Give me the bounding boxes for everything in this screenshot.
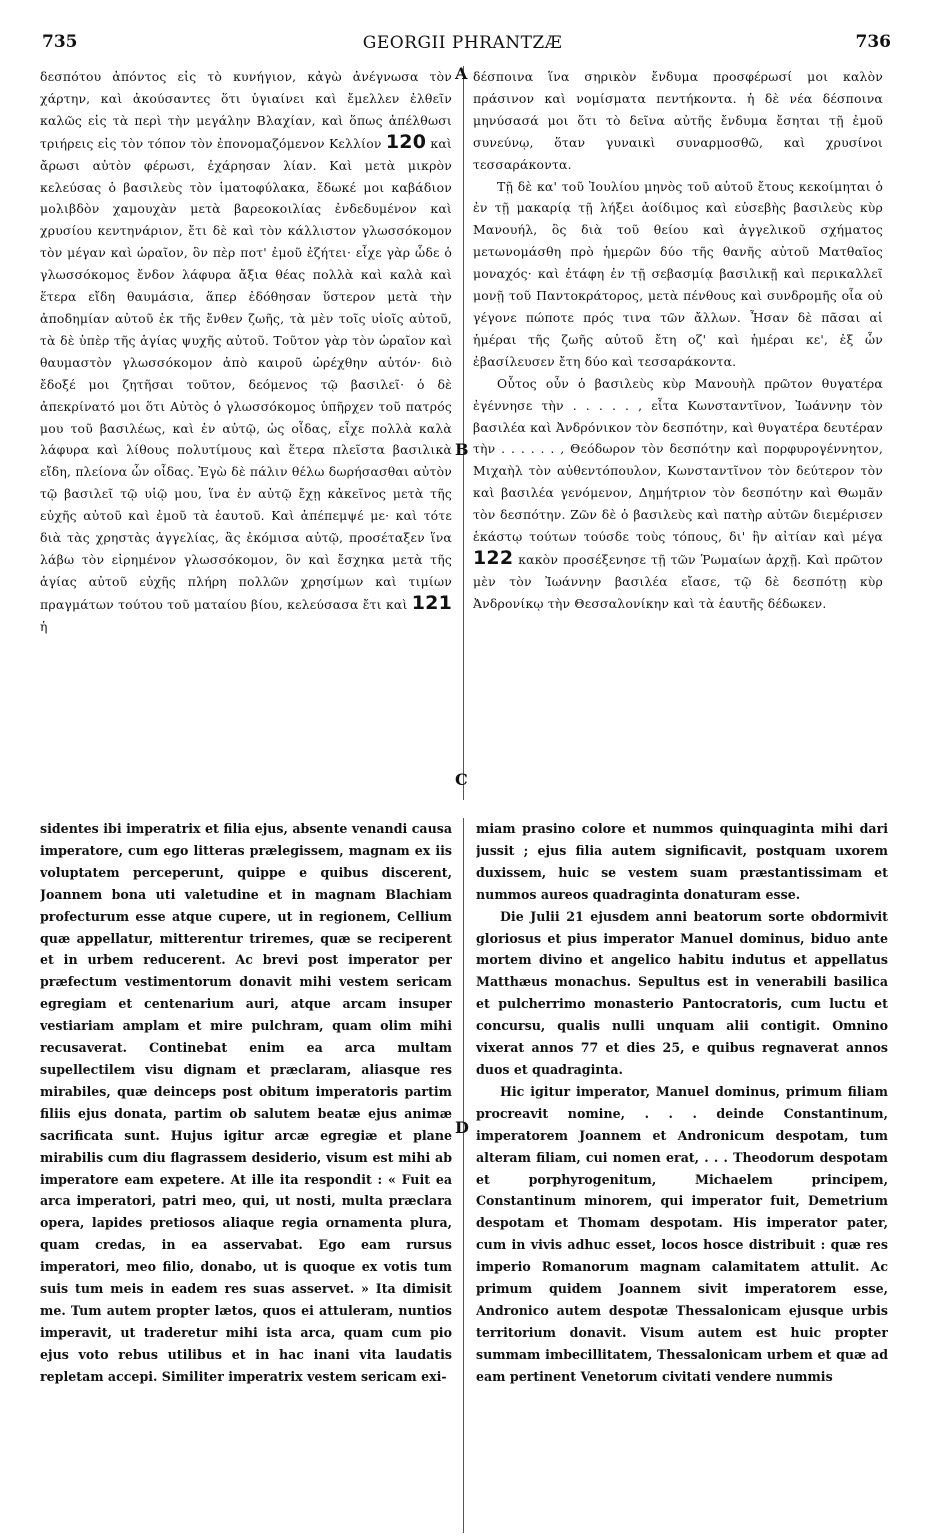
greek-right-paragraph-1: δέσποινα ἵνα σηρικὸν ἔνδυμα προσφέρωσί μοι καλὸν πράσινον καὶ νομίσματα πεντήκοντα. ἡ δὲ νέα δέσποινα μηνύσασά μοι ὅτι τὸ δεῖνα αὐτῆς ἔνδυμα ἔσηται τῇ ἐμοῦ συνεύνῳ, ὅταν γυναικὶ συναρμοσθῶ, καὶ χρυσίνοι τεσσαράκοντα. [473,69,883,172]
margin-marker-c: C [455,770,468,789]
latin-right-paragraph-3: Hic igitur imperator, Manuel dominus, primum filiam procreavit nomine, . . . deinde Constantinum, imperatorem Joannem et Andronicum despotam, tum alteram filiam, cui nomen erat, . . . Theodorum despotam et porphyrogenitum, Michaelem principem, Constantinum minorem, qui imperator fuit, Demetrium despotam et Thomam despotam. His imperator pater, cum in vivis adhuc esset, locos hosce distribuit : quæ res imperio Romanorum magnam calamitatem attulit. Ac primum quidem Joannem sivit imperatorem esse, Andronico autem despotæ Thessalonicam ejusque urbis territorium donavit. Visum autem est huic propter summam imbecillitatem, Thessalonicam urbem et quæ ad eam pertinent Venetorum civitati vendere nummis [476,1083,888,1384]
latin-right-paragraph-1: miam prasino colore et nummos quinquaginta mihi dari jussit ; ejus filia autem significavit, postquam uxorem duxissem, huic se vestem suam præstantissimam et nummos aureos quadraginta donaturam esse. [476,821,888,902]
column-divider-greek [463,66,464,800]
greek-column-right [473,66,883,800]
section-number: 122 [473,546,514,569]
latin-right-paragraph-2: Die Julii 21 ejusdem anni beatorum sorte obdormivit gloriosus et pius imperator Manuel dominus, biduo ante mortem divino et angelico habitu indutus et appellatus Matthæus monachus. Sepultus est in venerabili basilica et pulcherrimo monasterio Pantocratoris, cum luctu et concursu, qualis nulli unquam alii contigit. Omnino vixerat annos 77 et dies 25, e quibus regnaverat annos duos et quadraginta. [476,908,888,1077]
margin-marker-a: A [455,64,468,83]
column-divider-latin [463,818,464,1533]
greek-left-paragraph: δεσπότου ἀπόντος εἰς τὸ κυνήγιον, κἀγὼ ἀνέγνωσα τὸν χάρτην, καὶ ἀκούσαντες ὅτι ὑγιαίνει καὶ ἔμελλεν ἐλθεῖν καλῶς εἰς τὰ περὶ τὴν μεγάλην Βλαχίαν, καὶ ὅπως ἀπέλθωσι τριήρεις εἰς τὸν τόπον τὸν ἐπονομαζόμενον Κελλίον 120 καὶ ἄρωσι αὐτὸν φέρωσι, ἐχάρησαν λίαν. Καὶ μετὰ μικρὸν κελεύσας ὁ βασιλεὺς τὸν ἱματοφύλακα, ἔδωκέ μοι καβάδιον μολιβδὸν χαμουχὰν μετὰ βαρεοκοιλίας ἐνδεδυμένον καὶ χρυσίου κεντηνάριον, ἔτι δὲ καὶ τὸν κάλλιστον γλωσσόκομον τὸν μέγαν καὶ ὡραῖον, ὃν πὲρ ποτ' ἐμοῦ ἐζήτει· εἶχε γὰρ ὧδε ὁ γλωσσόκομος ἔνδον λάφυρα ἄξια θέας πολλὰ καὶ καλὰ καὶ ἕτερα εἴδη θαυμάσια, ἅπερ ἐδόθησαν ὕστερον μετὰ τὴν ἀποδημίαν αὐτοῦ ἐκ τῆς ἔνθεν ζωῆς, τὰ μὲν τοῖς υἱοῖς αὐτοῦ, τὰ δὲ ὑπὲρ τῆς ἁγίας ψυχῆς αὐτοῦ. Τοῦτον γὰρ τὸν ὡραῖον καὶ θαυμαστὸν γλωσσόκομον ἀπὸ καιροῦ ὠρέχθην αὐτόν· διὸ ἔδοξέ μοι ζητῆσαι τοῦτον, δεόμενος τῷ βασιλεῖ· ὁ δὲ ἀπεκρίνατό μοι ὅτι Αὐτὸς ὁ γλωσσόκομος ὑπῆρχεν τοῦ πατρός μου τοῦ βασιλέως, καὶ ἐν αὐτῷ, ὡς οἶδας, εἶχε πολλὰ καλὰ λάφυρα καὶ λίθους πολυτίμους καὶ ἕτερα πλεῖστα βασιλικὰ εἴδη, πλείονα ὧν οἶδας. Ἐγὼ δὲ πάλιν θέλω δωρήσασθαι αὐτὸν τῷ βασιλεῖ τῷ υἱῷ μου, ἵνα ἐν αὐτῷ ἔχῃ κἀκεῖνος μετὰ τῆς εὐχῆς αὐτοῦ καὶ ἐμοῦ τὰ ἑαυτοῦ. Καὶ ἀπέπεμψέ με· καὶ τότε διὰ τὰς χρηστὰς ἀγγελίας, ἃς ἐκόμισα αὐτῷ, προσέταξεν ἵνα λάβω τὸν εἰρημένον γλωσσόκομον, ὃν καὶ ἔσχηκα μετὰ τῆς ἁγίας αὐτοῦ εὐχῆς πλήρη πολλῶν χρησίμων καὶ τιμίων πραγμάτων τούτου τοῦ ματαίου βίου, κελεύσασα ἔτι καὶ 121 ἡ [40,69,452,634]
page-number-left: 735 [42,32,78,52]
latin-column-left [40,818,452,1533]
page-header [34,32,891,58]
section-number: 121 [411,591,452,614]
greek-right-paragraph-2: Τῇ δὲ κα' τοῦ Ἰουλίου μηνὸς τοῦ αὐτοῦ ἔτους κεκοίμηται ὁ ἐν τῇ μακαρίᾳ τῇ λήξει ἀοίδιμος καὶ εὐσεβὴς βασιλεὺς κὺρ Μανουήλ, ὃς διὰ τοῦ θείου καὶ ἀγγελικοῦ σχήματος μετωνομάσθη πρὸ ἡμερῶν δύο τῆς θανῆς αὐτοῦ Ματθαῖος μοναχός· καὶ ἐτάφη ἐν τῇ σεβασμίᾳ βασιλικῇ καὶ περικαλλεῖ μονῇ τοῦ Παντοκράτορος, μετὰ πένθους καὶ συνδρομῆς οἷα οὐ γέγονε πώποτε πρός τινα τῶν ἄλλων. Ἦσαν δὲ πᾶσαι αἱ ἡμέραι τῆς ζωῆς αὐτοῦ ἔτη οζ' καὶ ἡμέραι κε', ἐξ ὧν ἐβασίλευσεν ἔτη δύο καὶ τεσσαράκοντα. [473,178,883,369]
page-number-right: 736 [855,32,891,52]
section-number: 120 [385,130,427,153]
running-title: GEORGII PHRANTZÆ [362,33,563,53]
latin-left-paragraph: sidentes ibi imperatrix et filia ejus, absente venandi causa imperatore, cum ego litteras prælegissem, magnam ex iis voluptatem perceperunt, quippe e quibus discerent, Joannem bona uti valetudine et in magnam Blachiam profecturum esse atque cupere, ut in regionem, Cellium quæ appellatur, mitterentur triremes, quæ se reciperent et in urbem reducerent. Ac brevi post imperator per præfectum vestimentorum donavit mihi vestem sericam egregiam et centenarium auri, atque arcam insuper vestiariam amplam et mire pulchram, quam olim mihi recusaverat. Continebat enim ea arca multam supellectilem visu dignam et præclaram, aliasque res mirabiles, quæ deinceps post obitum imperatoris partim filiis ejus donata, partim ob salutem beatæ ejus animæ sacrificata sunt. Hujus igitur arcæ egregiæ et plane mirabilis cum diu flagrassem desiderio, visum est mihi ab imperatore eam expetere. At ille ita respondit : « Fuit ea arca imperatori, patri meo, qui, ut nosti, multa præclara opera, lapides pretiosos aliaque regia ornamenta plura, quam credas, in ea asservabat. Ego eam rursus imperatori, meo filio, donabo, ut is quoque ex votis tum suis tum meis in eadem res suas asservet. » Ita dimisit me. Tum autem propter lætos, quos ei attuleram, nuntios imperavit, ut traderetur mihi ista arca, quam cum pio ejus voto rebus utilibus et in hac inani vita laudatis repletam accepi. Similiter imperatrix vestem sericam exi- [40,821,452,1384]
latin-column-right [476,818,888,1533]
greek-column-left [40,66,452,800]
margin-marker-d: D [455,1118,469,1137]
greek-right-paragraph-3: Οὗτος οὖν ὁ βασιλεὺς κὺρ Μανουὴλ πρῶτον θυγατέρα ἐγέννησε τὴν . . . . . , εἶτα Κωνσταντῖνον, Ἰωάννην τὸν βασιλέα καὶ Ἀνδρόνικον τὸν δεσπότην, καὶ θυγατέρα δευτέραν τὴν . . . . . . , Θεόδωρον τὸν δεσπότην καὶ πορφυρογέννητον, Μιχαὴλ τὸν αὐθεντόπουλον, Κωνσταντῖνον τὸν δεύτερον τὸν καὶ βασιλέα γενόμενον, Δημήτριον τὸν δεσπότην καὶ Θωμᾶν τὸν δεσπότην. Ζῶν δὲ ὁ βασιλεὺς καὶ πατὴρ αὐτῶν διεμέρισεν ἑκάστῳ τούτων τούσδε τοὺς τόπους, δι' ἣν αἰτίαν καὶ μέγα 122 κακὸν προσέξενησε τῇ τῶν Ῥωμαίων ἀρχῇ. Καὶ πρῶτον μὲν τὸν Ἰωάννην βασιλέα εἴασε, τῷ δὲ δεσπότῃ κὺρ Ἀνδρονίκῳ τὴν Θεσσαλονίκην καὶ τὰ ἑαυτῆς δέδωκεν. [473,375,883,611]
margin-marker-b: B [455,440,469,459]
